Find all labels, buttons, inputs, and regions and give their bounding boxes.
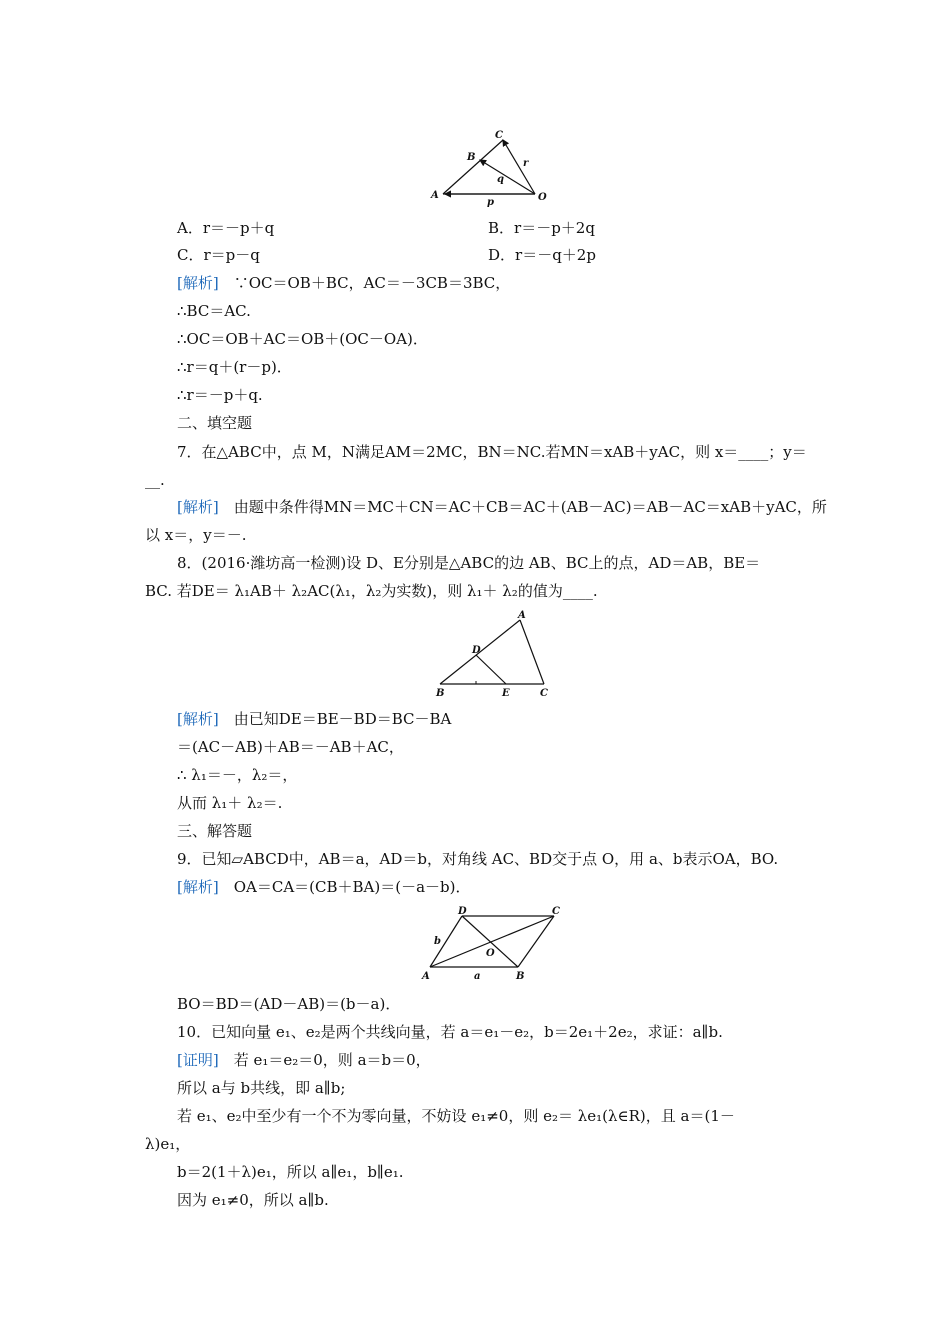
fig1-label-q: q xyxy=(497,174,504,185)
q10-p4: λ)e₁， xyxy=(145,1135,191,1153)
fig3-label-o: O xyxy=(486,948,495,959)
q8-solution-tag: [解析] xyxy=(177,710,219,728)
fig1-label-p: p xyxy=(487,197,494,208)
q8-solution-line1 xyxy=(177,709,451,729)
q7-ans2: 以 x＝，y＝－. xyxy=(145,526,247,544)
fig1-label-a: A xyxy=(431,190,439,201)
q9-a1: OA＝CA＝(CB＋BA)＝(－a－b)． xyxy=(218,878,471,896)
q7-ans1: 由题中条件得MN＝MC＋CN＝AC＋CB＝AC＋(AB－AC)＝AB－AC＝xAB＋yAC，所 xyxy=(218,498,827,516)
fig3-label-a: A xyxy=(422,971,430,982)
q6-l1: ∵OC＝OB＋BC，AC＝－3CB＝3BC， xyxy=(218,274,511,292)
q7-solution-tag: [解析] xyxy=(177,498,219,516)
q10-stem: 10．已知向量 e₁、e₂是两个共线向量，若 a＝e₁－e₂，b＝2e₁＋2e₂，求证：a∥b. xyxy=(177,1023,723,1041)
fig3-label-c: C xyxy=(552,906,560,917)
q10-p3: 若 e₁、e₂中至少有一个不为零向量，不妨设 e₁≠0，则 e₂＝ λe₁(λ∈R)，且 a＝(1－ xyxy=(177,1107,735,1125)
q6-l3: ∴OC＝OB＋AC＝OB＋(OC－OA)． xyxy=(177,330,428,348)
fig1-label-o: O xyxy=(538,192,547,203)
q6-solution-tag: [解析] xyxy=(177,274,219,292)
q8-a1: 由已知DE＝BE－BD＝BC－BA xyxy=(218,710,452,728)
fig1-label-c: C xyxy=(495,130,503,141)
fig2-label-e: E xyxy=(502,688,510,699)
q7-stem-line2: __. xyxy=(145,471,165,489)
q8-a2: ＝(AC－AB)＋AB＝－AB＋AC， xyxy=(177,738,404,756)
q9-a2: BO＝BD＝(AD－AB)＝(b－a)． xyxy=(177,995,401,1013)
fig2-label-c: C xyxy=(540,688,548,699)
fig2-label-b: B xyxy=(436,688,445,699)
figure-triangle-abc xyxy=(428,610,558,700)
q7-stem-line1: 7．在△ABC中，点 M，N满足AM＝2MC，BN＝NC.若MN＝xAB＋yAC，则 x＝____；y＝ xyxy=(177,443,807,461)
fig3-label-b-vec: b xyxy=(434,936,441,947)
q10-p5: b＝2(1＋λ)e₁，所以 a∥e₁，b∥e₁. xyxy=(177,1163,404,1181)
q8-stem-line1: 8．(2016·潍坊高一检测)设 D、E分别是△ABC的边 AB、BC上的点，AD＝AB，BE＝ xyxy=(177,554,761,572)
fig2-label-d: D xyxy=(472,645,481,656)
q6-l5: ∴r＝－p＋q. xyxy=(177,386,263,404)
fig1-label-r: r xyxy=(523,158,529,169)
figure-triangle-aco xyxy=(425,128,555,208)
section-solve: 三、解答题 xyxy=(177,822,253,840)
figure-parallelogram xyxy=(418,904,568,986)
q9-stem: 9．已知▱ABCD中，AB＝a，AD＝b，对角线 AC、BD交于点 O，用 a、b表示OA，BO. xyxy=(177,850,779,868)
option-d: D．r＝－q＋2p xyxy=(488,246,596,264)
fig2-label-a: A xyxy=(518,610,526,621)
q10-p1: 若 e₁＝e₂＝0，则 a＝b＝0， xyxy=(218,1051,431,1069)
q7-solution-line1 xyxy=(177,497,827,517)
option-b: B．r＝－p＋2q xyxy=(488,219,595,237)
q8-stem-line2: BC. 若DE＝ λ₁AB＋ λ₂AC(λ₁，λ₂为实数)，则 λ₁＋ λ₂的值为____. xyxy=(145,582,598,600)
option-c: C．r＝p－q xyxy=(177,246,260,264)
fig1-label-b: B xyxy=(467,152,476,163)
q9-solution-tag: [解析] xyxy=(177,878,219,896)
q8-a3: ∴ λ₁＝－，λ₂＝， xyxy=(177,766,298,784)
fig3-label-b: B xyxy=(516,971,525,982)
section-fill-in: 二、填空题 xyxy=(177,414,253,432)
q10-p6: 因为 e₁≠0，所以 a∥b. xyxy=(177,1191,329,1209)
q10-proof-tag: [证明] xyxy=(177,1051,219,1069)
q10-proof-line1 xyxy=(177,1050,431,1070)
q9-solution-line1 xyxy=(177,877,470,897)
fig3-label-a-vec: a xyxy=(474,971,481,982)
q6-solution-line1 xyxy=(177,273,510,293)
q6-l4: ∴r＝q＋(r－p)． xyxy=(177,358,292,376)
q8-a4: 从而 λ₁＋ λ₂＝. xyxy=(177,794,283,812)
q6-l2: ∴BC＝AC. xyxy=(177,302,251,320)
option-a: A．r＝－p＋q xyxy=(177,219,275,237)
q10-p2: 所以 a与 b共线，即 a∥b; xyxy=(177,1079,346,1097)
fig3-label-d: D xyxy=(458,906,467,917)
